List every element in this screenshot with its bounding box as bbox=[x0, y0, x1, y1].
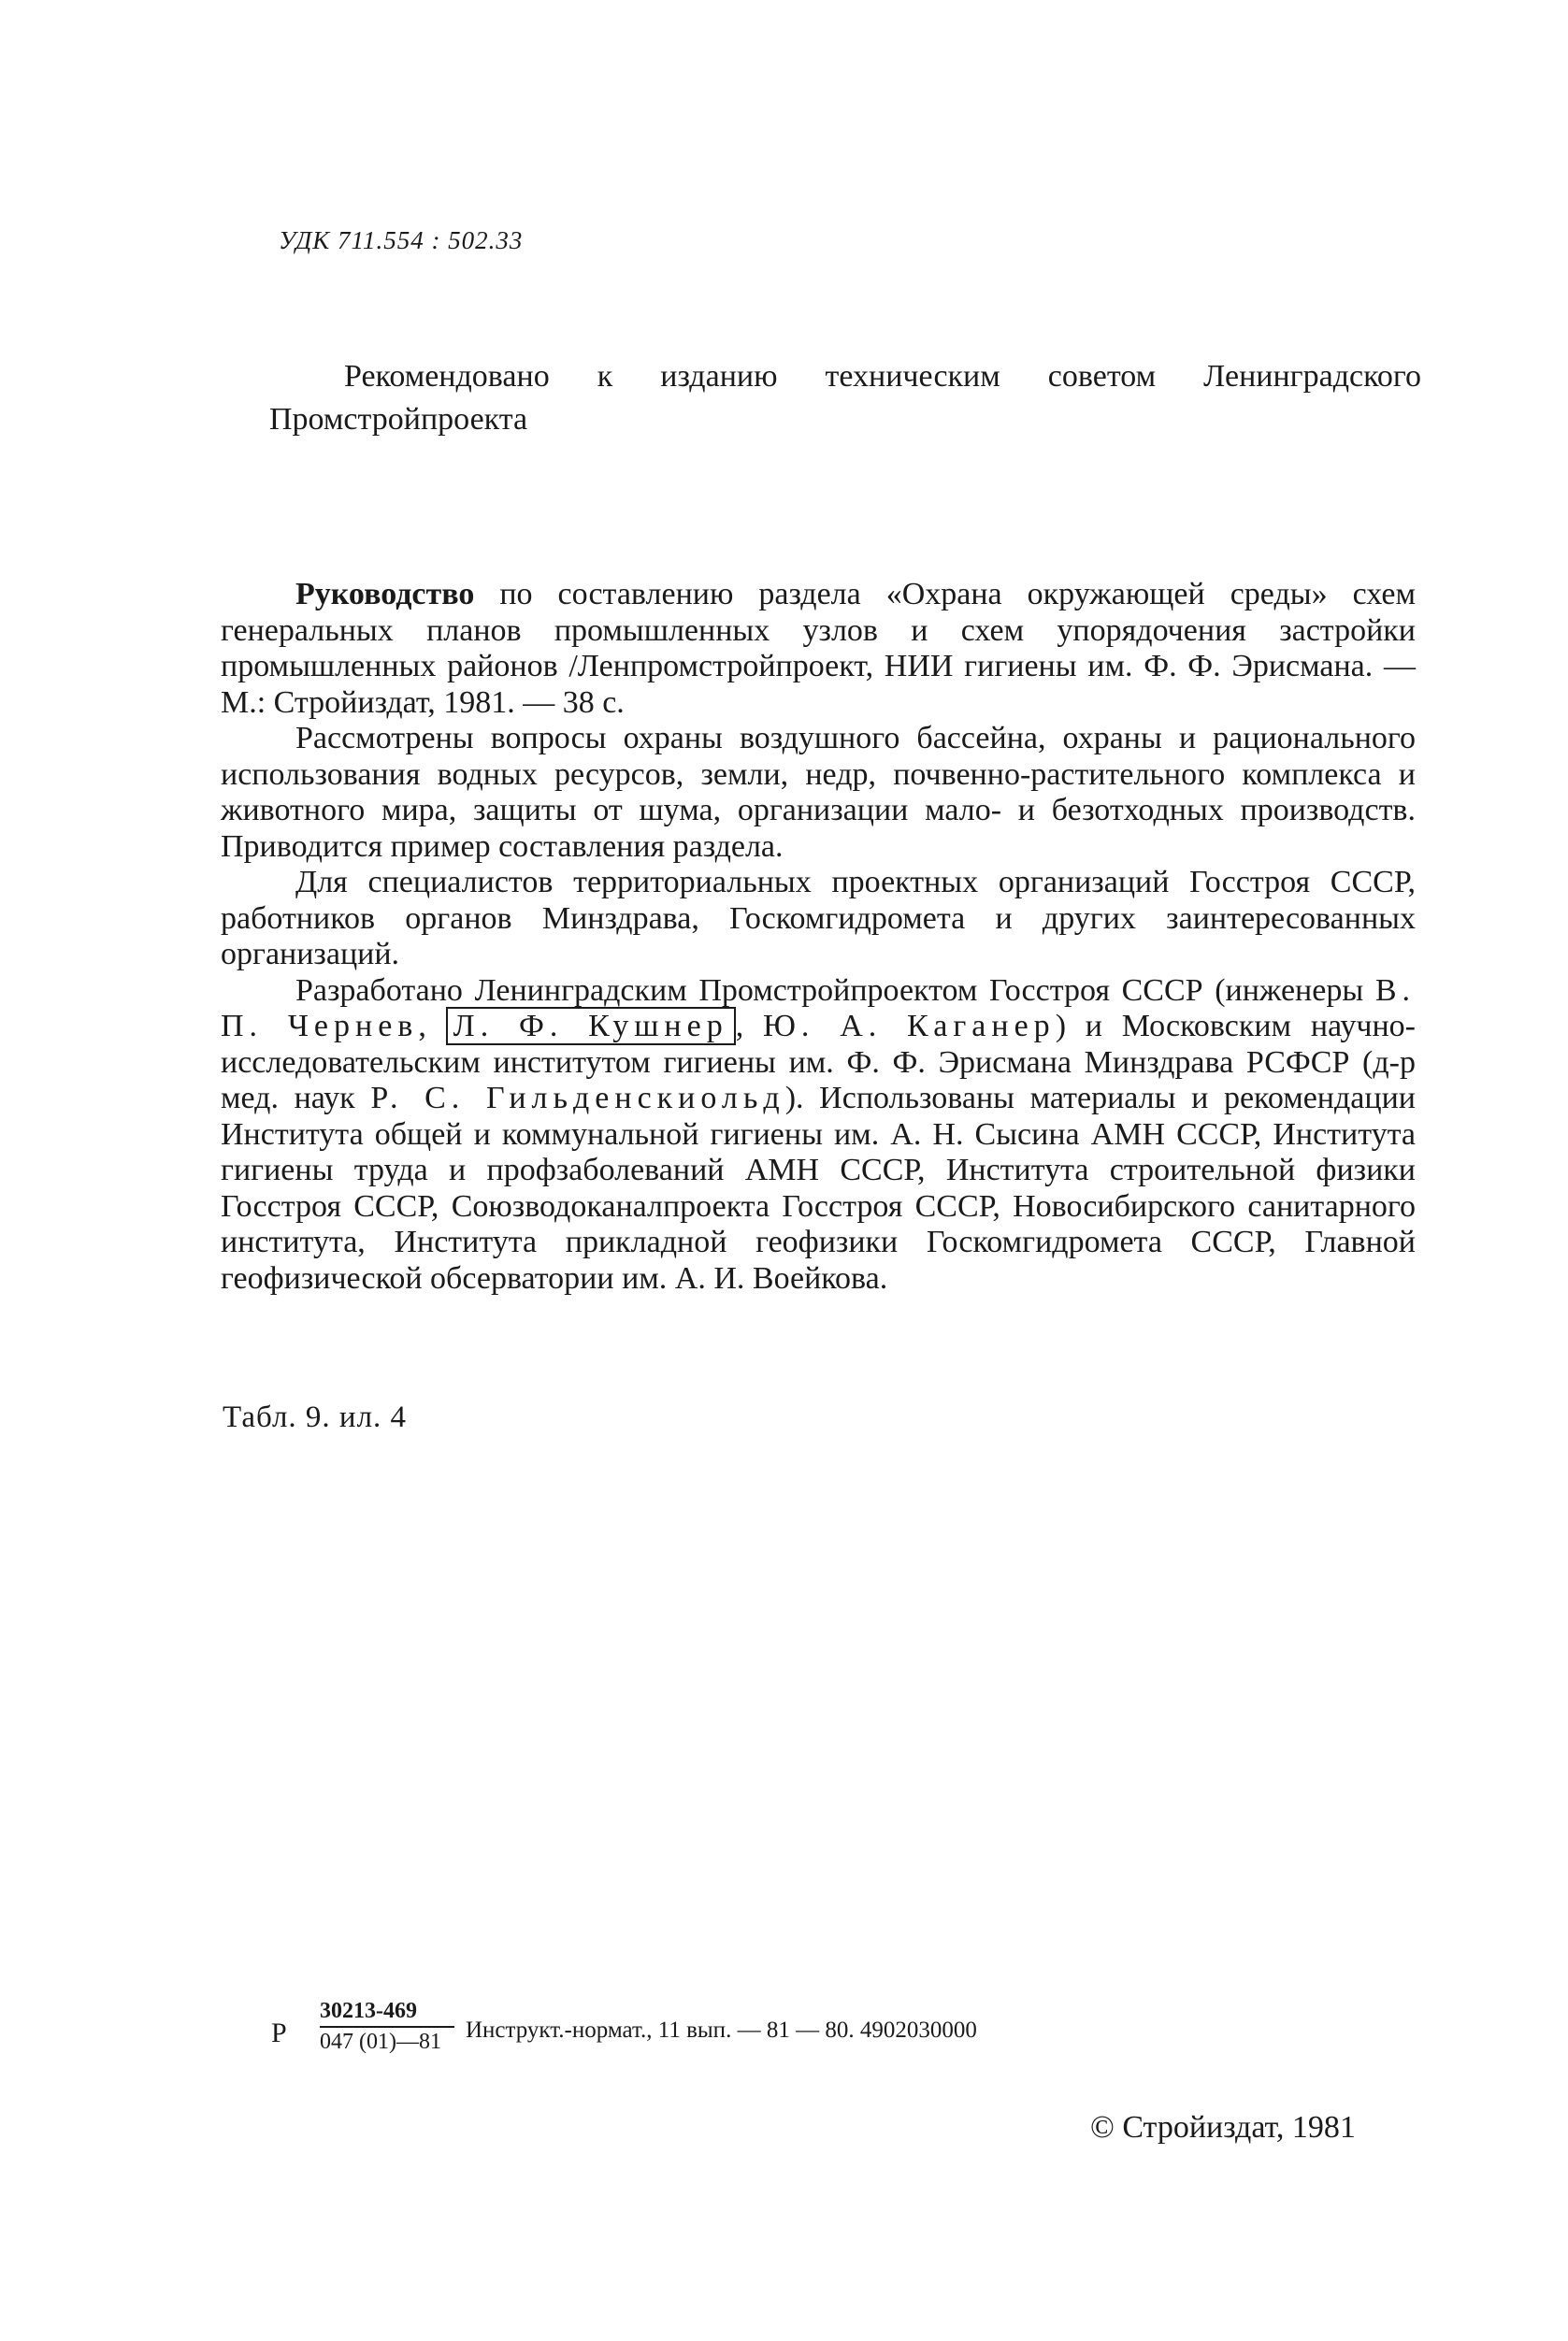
developers-intro: Разработано Ленинградским Промстройпроектом Госстроя СССР (инженеры bbox=[295, 972, 1375, 1008]
code-denominator: 047 (01)—81 bbox=[320, 2030, 441, 2054]
abstract-title: Руководство bbox=[295, 577, 475, 611]
recommendation-note: Рекомендовано к изданию техническим советом Ленинградского Промстройпроекта bbox=[269, 359, 1421, 437]
abstract-block bbox=[221, 577, 1416, 1297]
catalog-code bbox=[271, 1999, 1206, 2074]
author-chernev: В. П. Чернев bbox=[221, 972, 1416, 1043]
developers-sources: ). Использованы материалы и рекомендации Института общей и коммунальной гигиены им. А. Н. Сысина АМН СССР, Института гигиены труда и профзаболеваний АМН СССР, Института строительной физики Госстроя СССР, Союзводоканалпроекта Госстроя СССР, Новосибирского санитарного института, Института прикладной геофизики Госкомгидромета СССР, Главной геофизической обсерватории им. А. И. Воейкова. bbox=[221, 1081, 1416, 1296]
abstract-paragraph-2: Рассмотрены вопросы охраны воздушного бассейна, охраны и рационального использования водных ресурсов, земли, недр, почвенно-растительного комплекса и животного мира, защиты от шума, организации мало- и безотходных производств. Приводится пример составления раздела. bbox=[221, 721, 1416, 864]
code-fraction bbox=[320, 1999, 454, 2055]
abstract-paragraph-3: Для специалистов территориальных проектных организаций Госстроя СССР, работников органов Минздрава, Госкомгидромета и других заинтересованных организаций. bbox=[221, 865, 1416, 971]
abstract-paragraph-4 bbox=[221, 973, 1416, 1298]
abstract-citation: по составлению раздела «Охрана окружающей среды» схем генеральных планов промышленных узлов и схем упорядочения застройки промышленных районов /Ленпромстройпроект, НИИ гигиены им. Ф. Ф. Эрисмана. — М.: Стройиздат, 1981. — 38 с. bbox=[221, 577, 1416, 720]
code-letter: Р bbox=[271, 2018, 287, 2048]
author-kaganer: Ю. А. Каганер bbox=[762, 1009, 1056, 1043]
developers-middle: ) и Московским научно-исследовательским институтом гигиены им. Ф. Ф. Эрисмана Минздрава РСФСР (д-р мед. наук bbox=[221, 1009, 1416, 1115]
author-separator: , bbox=[418, 1009, 446, 1043]
code-details: Инструкт.-нормат., 11 вып. — 81 — 80. 4902030000 bbox=[466, 2018, 977, 2043]
copyright-notice: © Стройиздат, 1981 bbox=[1090, 2110, 1356, 2145]
abstract-paragraph-1 bbox=[221, 577, 1416, 721]
author-kushner: Л. Ф. Кушнер bbox=[446, 1007, 736, 1045]
author-gildenskiold: Р. С. Гильденскиольд bbox=[370, 1081, 785, 1115]
author-separator: , bbox=[735, 1009, 763, 1043]
tables-illustrations-count: Табл. 9. ил. 4 bbox=[223, 1400, 408, 1434]
code-numerator: 30213-469 bbox=[320, 1999, 454, 2028]
udk-code: УДК 711.554 : 502.33 bbox=[279, 226, 524, 254]
